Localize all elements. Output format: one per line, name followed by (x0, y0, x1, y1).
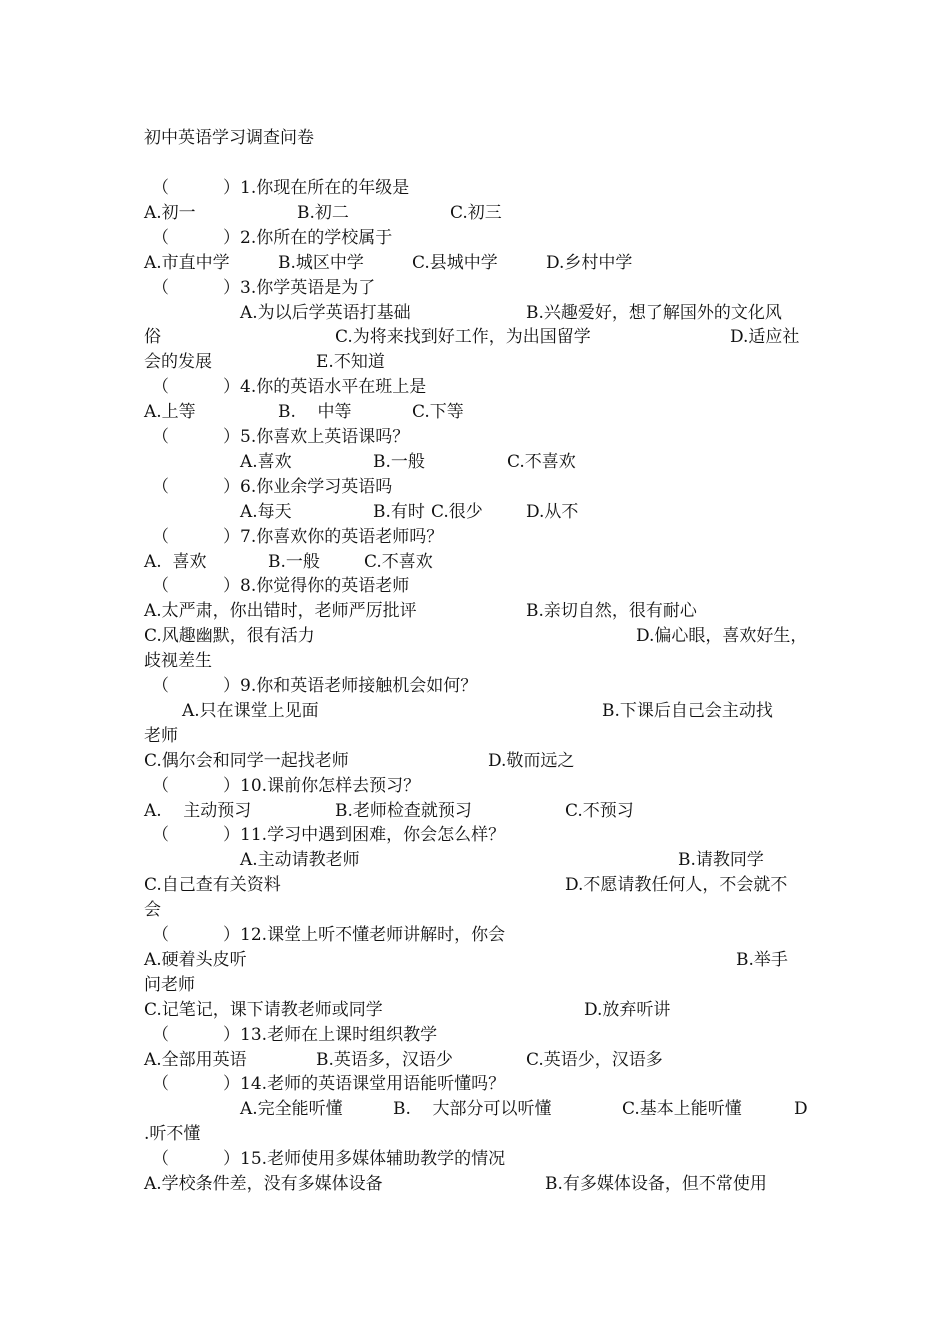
survey-text: B.一般 (373, 452, 425, 472)
survey-text: D.乡村中学 (546, 253, 633, 273)
survey-text: B.下课后自己会主动找 (602, 701, 773, 721)
question-line: （ ）9.你和英语老师接触机会如何？ (152, 676, 478, 696)
survey-text: B.初二 (297, 203, 349, 223)
survey-text: C.基本上能听懂 (622, 1099, 742, 1119)
survey-text: D.放弃听讲 (584, 1000, 671, 1020)
survey-text: A.只在课堂上见面 (182, 701, 319, 721)
survey-text: B.一般 (268, 552, 320, 572)
survey-text: A.完全能听懂 (240, 1099, 343, 1119)
survey-text: B. 大部分可以听懂 (393, 1099, 552, 1119)
survey-text: B. 中等 (278, 402, 352, 422)
survey-text: D (794, 1099, 808, 1119)
survey-text: C.不喜欢 (507, 452, 576, 472)
survey-text: D.敬而远之 (488, 751, 575, 771)
survey-text: B.城区中学 (278, 253, 364, 273)
survey-text: B.举手 (736, 950, 788, 970)
question-line: （ ）15.老师使用多媒体辅助教学的情况 (152, 1149, 506, 1169)
survey-text: A.学校条件差，没有多媒体设备 (144, 1174, 383, 1194)
survey-text: C.县城中学 (412, 253, 498, 273)
survey-text: C.为将来找到好工作，为出国留学 (335, 327, 591, 347)
survey-text: .听不懂 (144, 1124, 201, 1144)
question-line: （ ）11.学习中遇到困难，你会怎么样？ (152, 825, 506, 845)
question-line: （ ）5.你喜欢上英语课吗？ (152, 427, 410, 447)
survey-text: B.有多媒体设备，但不常使用 (545, 1174, 767, 1194)
survey-text: E.不知道 (316, 352, 385, 372)
survey-text: C.记笔记，课下请教老师或同学 (144, 1000, 383, 1020)
survey-text: A.全部用英语 (144, 1050, 247, 1070)
survey-text: A.市直中学 (144, 253, 230, 273)
survey-text: C.初三 (450, 203, 502, 223)
survey-text: D.适应社 (730, 327, 800, 347)
question-line: （ ）8.你觉得你的英语老师 (152, 576, 410, 596)
survey-text: A.初一 (144, 203, 196, 223)
survey-text: B.老师检查就预习 (335, 801, 472, 821)
survey-text: C.偶尔会和同学一起找老师 (144, 751, 349, 771)
survey-text: B.兴趣爱好，想了解国外的文化风 (526, 303, 782, 323)
survey-text: C.很少 (431, 502, 483, 522)
survey-text: D.不愿请教任何人，不会就不 (565, 875, 788, 895)
survey-text: C.不预习 (565, 801, 634, 821)
page-title: 初中英语学习调查问卷 (144, 128, 314, 148)
survey-text: A.喜欢 (240, 452, 292, 472)
survey-text: D.偏心眼，喜欢好生， (636, 626, 808, 646)
survey-text: D.从不 (526, 502, 579, 522)
survey-text: A. 主动预习 (144, 801, 252, 821)
survey-text: C.风趣幽默，很有活力 (144, 626, 315, 646)
question-line: （ ）3.你学英语是为了 (152, 278, 376, 298)
survey-text: B.有时 (373, 502, 425, 522)
question-line: （ ）1.你现在所在的年级是 (152, 178, 410, 198)
survey-text: B.亲切自然，很有耐心 (526, 601, 697, 621)
survey-text: C.自己查有关资料 (144, 875, 281, 895)
survey-text: A.主动请教老师 (240, 850, 360, 870)
question-line: （ ）13.老师在上课时组织教学 (152, 1025, 438, 1045)
survey-text: C.英语少，汉语多 (526, 1050, 663, 1070)
survey-text: B.英语多，汉语少 (316, 1050, 453, 1070)
survey-text: 问老师 (144, 975, 195, 995)
survey-text: A. 喜欢 (144, 552, 207, 572)
survey-text: A.太严肃，你出错时，老师严厉批评 (144, 601, 417, 621)
survey-text: 老师 (144, 726, 178, 746)
survey-text: 会的发展 (144, 352, 212, 372)
question-line: （ ）2.你所在的学校属于 (152, 228, 393, 248)
survey-text: 俗 (144, 327, 161, 347)
survey-text: C.下等 (412, 402, 464, 422)
survey-text: 歧视差生 (144, 651, 212, 671)
question-line: （ ）10.课前你怎样去预习？ (152, 776, 421, 796)
survey-text: A.每天 (240, 502, 292, 522)
question-line: （ ）14.老师的英语课堂用语能听懂吗？ (152, 1074, 506, 1094)
question-line: （ ）7.你喜欢你的英语老师吗？ (152, 527, 444, 547)
question-line: （ ）4.你的英语水平在班上是 (152, 377, 427, 397)
survey-text: A.为以后学英语打基础 (240, 303, 411, 323)
question-line: （ ）12.课堂上听不懂老师讲解时，你会 (152, 925, 506, 945)
survey-text: A.上等 (144, 402, 196, 422)
survey-text: B.请教同学 (678, 850, 764, 870)
question-line: （ ）6.你业余学习英语吗 (152, 477, 393, 497)
survey-text: A.硬着头皮听 (144, 950, 247, 970)
survey-text: 会 (144, 900, 161, 920)
survey-text: C.不喜欢 (364, 552, 433, 572)
